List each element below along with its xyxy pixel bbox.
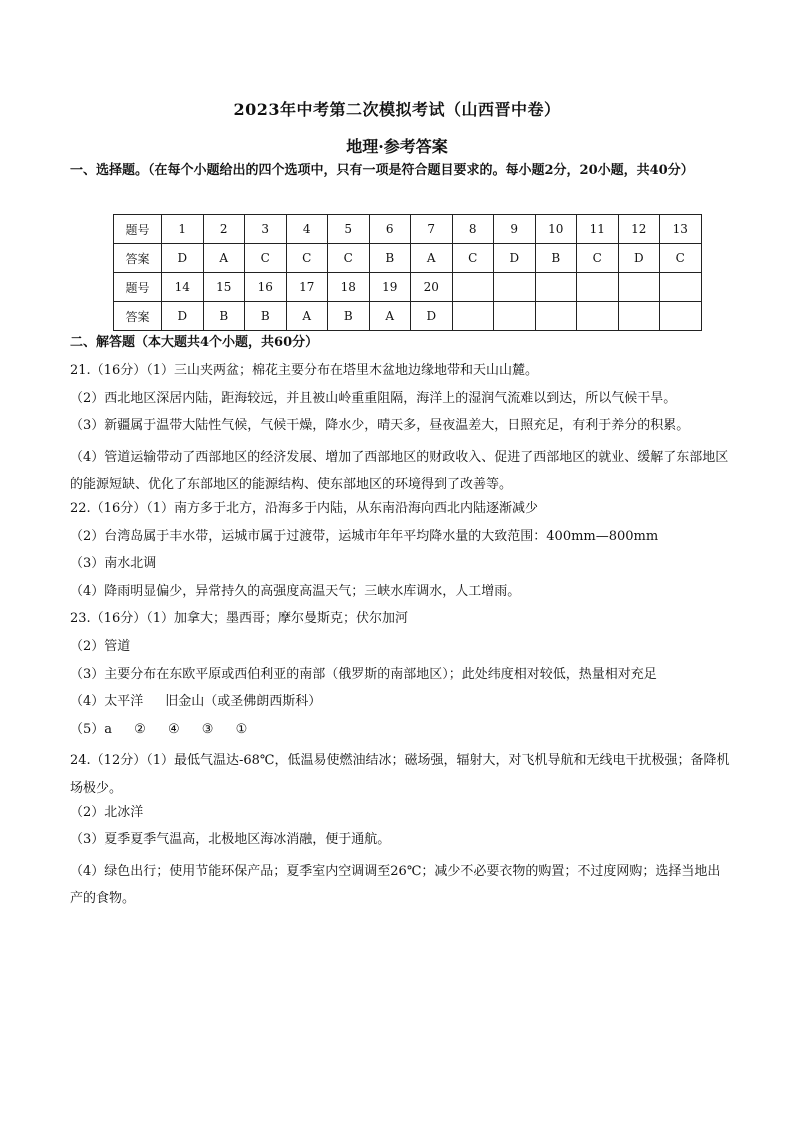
table-row-answers-2 bbox=[114, 302, 702, 331]
q23-line-5 bbox=[70, 720, 730, 748]
q22-line-3: （3）南水北调 bbox=[70, 556, 157, 572]
table-cell: A bbox=[369, 302, 411, 331]
table-cell: 18 bbox=[328, 273, 370, 302]
table-cell: D bbox=[411, 302, 453, 331]
table-cell: C bbox=[452, 244, 494, 273]
table-cell: 1 bbox=[162, 215, 204, 244]
order-mark: ② bbox=[134, 721, 146, 737]
table-cell: 14 bbox=[162, 273, 204, 302]
table-cell bbox=[452, 302, 494, 331]
table-cell: C bbox=[245, 244, 287, 273]
table-cell: C bbox=[328, 244, 370, 273]
row-label-answer: 答案 bbox=[114, 302, 162, 331]
table-cell: 15 bbox=[203, 273, 245, 302]
q23-line-1: 23.（16分）（1）加拿大；墨西哥；摩尔曼斯克；伏尔加河 bbox=[70, 611, 408, 627]
table-cell: 8 bbox=[452, 215, 494, 244]
table-cell: 4 bbox=[286, 215, 328, 244]
table-cell: A bbox=[411, 244, 453, 273]
q24-line-1: 24.（12分）（1）最低气温达-68℃，低温易使燃油结冰；磁场强，辐射大，对飞机导航和无线电干扰极强；备降机场极少。 bbox=[70, 753, 730, 796]
order-mark: ④ bbox=[167, 721, 180, 737]
q23-line-3: （3）主要分布在东欧平原或西伯利亚的南部（俄罗斯的南部地区）；此处纬度相对较低，热量相对充足 bbox=[70, 666, 657, 682]
order-mark: ① bbox=[235, 721, 248, 737]
q23-line-4-suffix: 旧金山（或圣佛朗西斯科） bbox=[165, 694, 322, 710]
answer-table bbox=[113, 214, 702, 331]
table-cell: 7 bbox=[411, 215, 453, 244]
table-cell: C bbox=[286, 244, 328, 273]
q21-line-2: （2）西北地区深居内陆，距海较远，并且被山岭重重阻隔，海洋上的湿润气流难以到达，所以气候干旱。 bbox=[70, 390, 677, 406]
table-cell bbox=[660, 273, 702, 302]
table-cell bbox=[535, 273, 577, 302]
row-label-answer: 答案 bbox=[114, 244, 162, 273]
table-cell: A bbox=[203, 244, 245, 273]
table-cell: D bbox=[162, 302, 204, 331]
section1-heading: 一、选择题。（在每个小题给出的四个选项中，只有一项是符合题目要求的。每小题2分，20小题，共40分） bbox=[70, 163, 694, 178]
q23-line-4-prefix: （4）太平洋 bbox=[70, 694, 144, 710]
table-cell bbox=[577, 273, 619, 302]
q24-line-3: （3）夏季夏季气温高，北极地区海冰消融，便于通航。 bbox=[70, 832, 391, 848]
table-cell: D bbox=[618, 244, 660, 273]
table-cell: 2 bbox=[203, 215, 245, 244]
answers-body bbox=[70, 361, 730, 913]
table-cell: 3 bbox=[245, 215, 287, 244]
table-cell bbox=[494, 302, 536, 331]
table-cell: B bbox=[535, 244, 577, 273]
table-cell bbox=[494, 273, 536, 302]
table-row-answers-1 bbox=[114, 244, 702, 273]
table-cell: 19 bbox=[369, 273, 411, 302]
table-cell bbox=[618, 273, 660, 302]
section2-heading: 二、解答题（本大题共4个小题，共60分） bbox=[70, 335, 319, 350]
table-cell: 5 bbox=[328, 215, 370, 244]
table-cell: C bbox=[660, 244, 702, 273]
table-cell: 9 bbox=[494, 215, 536, 244]
table-row-numbers-1 bbox=[114, 215, 702, 244]
table-row-numbers-2 bbox=[114, 273, 702, 302]
table-cell bbox=[577, 302, 619, 331]
table-cell: B bbox=[369, 244, 411, 273]
exam-subtitle: 地理·参考答案 bbox=[346, 137, 448, 156]
q22-line-2: （2）台湾岛属于丰水带，运城市属于过渡带，运城市年年平均降水量的大致范围：400mm—800mm bbox=[70, 528, 659, 544]
table-cell: 13 bbox=[660, 215, 702, 244]
table-cell: B bbox=[203, 302, 245, 331]
table-cell: 16 bbox=[245, 273, 287, 302]
table-cell: B bbox=[328, 302, 370, 331]
table-cell: D bbox=[494, 244, 536, 273]
exam-title: 2023年中考第二次模拟考试（山西晋中卷） bbox=[233, 100, 561, 119]
q22-line-4: （4）降雨明显偏少，异常持久的高强度高温天气；三峡水库调水，人工增雨。 bbox=[70, 583, 521, 599]
row-label-question: 题号 bbox=[114, 215, 162, 244]
q21-line-1: 21.（16分）（1）三山夹两盆；棉花主要分布在塔里木盆地边缘地带和天山山麓。 bbox=[70, 363, 538, 378]
q23-line-5-prefix: （5）a bbox=[70, 721, 113, 737]
table-cell: B bbox=[245, 302, 287, 331]
table-cell: C bbox=[577, 244, 619, 273]
q24-line-4: （4）绿色出行；使用节能环保产品；夏季室内空调调至26℃；减少不必要衣物的购置；不过度网购；选择当地出产的食物。 bbox=[70, 863, 721, 907]
table-cell: A bbox=[286, 302, 328, 331]
q21-line-4: （4）管道运输带动了西部地区的经济发展、增加了西部地区的财政收入、促进了西部地区的就业、缓解了东部地区的能源短缺、优化了东部地区的能源结构、使东部地区的环境得到了改善等。 bbox=[70, 449, 729, 493]
q23-line-4 bbox=[70, 692, 730, 720]
table-cell: 11 bbox=[577, 215, 619, 244]
table-cell: 10 bbox=[535, 215, 577, 244]
table-cell: 6 bbox=[369, 215, 411, 244]
table-cell bbox=[660, 302, 702, 331]
table-cell: D bbox=[162, 244, 204, 273]
q23-line-2: （2）管道 bbox=[70, 638, 131, 654]
order-mark: ③ bbox=[201, 721, 214, 737]
q22-line-1: 22.（16分）（1）南方多于北方，沿海多于内陆，从东南沿海向西北内陆逐渐减少 bbox=[70, 500, 538, 516]
table-cell: 12 bbox=[618, 215, 660, 244]
table-cell bbox=[452, 273, 494, 302]
q24-line-2: （2）北冰洋 bbox=[70, 804, 144, 820]
table-cell: 17 bbox=[286, 273, 328, 302]
q21-line-3: （3）新疆属于温带大陆性气候，气候干燥，降水少，晴天多，昼夜温差大，日照充足，有利于养分的积累。 bbox=[70, 418, 690, 434]
table-cell bbox=[535, 302, 577, 331]
table-cell bbox=[618, 302, 660, 331]
table-cell: 20 bbox=[411, 273, 453, 302]
row-label-question: 题号 bbox=[114, 273, 162, 302]
